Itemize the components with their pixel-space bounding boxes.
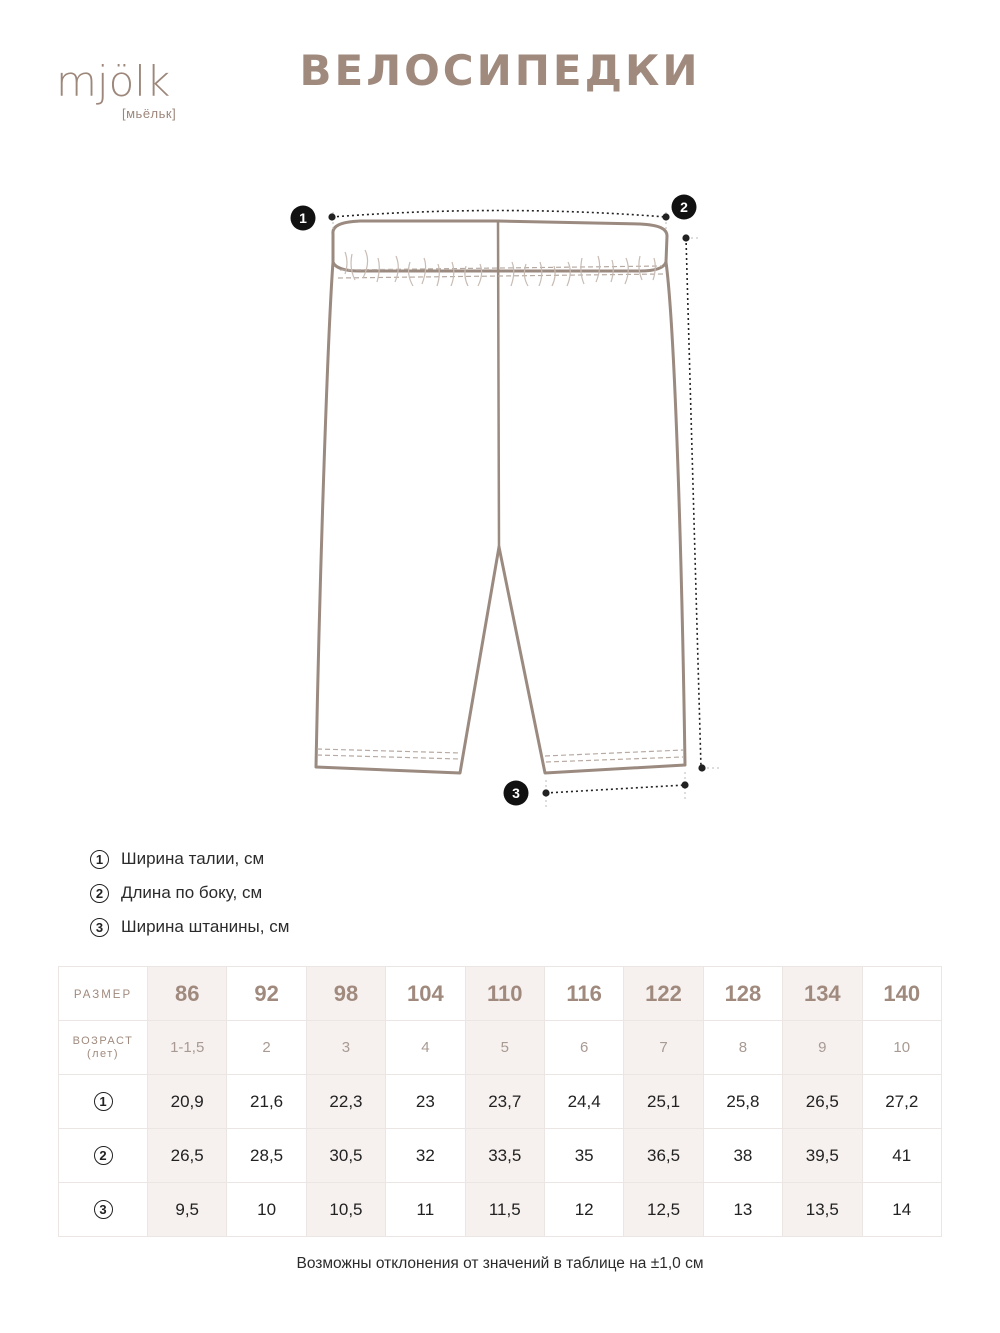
measure-value-cell	[544, 1183, 623, 1237]
measure-value: 24,4	[567, 1091, 601, 1111]
measure-value-cell	[386, 1075, 465, 1129]
leg-measure-line	[546, 785, 685, 793]
measure-value-cell	[783, 1183, 862, 1237]
measure-value-cell	[783, 1129, 862, 1183]
size-table	[58, 966, 942, 1237]
size-value-cell	[544, 967, 623, 1021]
size-header-cell	[59, 967, 148, 1021]
measure-value: 32	[415, 1145, 435, 1165]
measure-value-cell	[783, 1075, 862, 1129]
right-leg-outline	[499, 262, 685, 773]
marker-3-label: 3	[512, 785, 520, 801]
size-value-cell	[465, 967, 544, 1021]
size-value-cell	[624, 967, 703, 1021]
age-value: 5	[500, 1038, 509, 1056]
measure-value: 10	[257, 1199, 277, 1219]
measure-value: 9,5	[175, 1199, 200, 1219]
measure-value: 23,7	[488, 1091, 522, 1111]
measure-value: 20,9	[170, 1091, 204, 1111]
age-value-cell	[783, 1021, 862, 1075]
size-value: 128	[724, 980, 762, 1006]
age-value: 2	[262, 1038, 271, 1056]
size-value-cell	[306, 967, 385, 1021]
measure-value: 35	[574, 1145, 594, 1165]
tolerance-note: Возможны отклонения от значений в таблице на ±1,0 см	[296, 1255, 704, 1272]
age-value: 1-1,5	[170, 1038, 205, 1056]
side-measure-line	[686, 238, 701, 768]
waistband-outline	[333, 221, 667, 271]
size-value: 122	[645, 980, 682, 1006]
measure-value-cell	[148, 1129, 227, 1183]
size-value: 98	[333, 980, 359, 1006]
row-number: 1	[94, 1092, 113, 1111]
measure-value: 41	[892, 1145, 912, 1165]
waist-measure-line	[332, 211, 666, 218]
measure-value: 25,1	[646, 1091, 681, 1111]
measure-value-cell	[862, 1075, 941, 1129]
measure-value-cell	[306, 1129, 385, 1183]
age-value-cell	[227, 1021, 306, 1075]
age-value-cell	[862, 1021, 941, 1075]
legend-item-waist	[90, 842, 289, 876]
page-title: ВЕЛОСИПЕДКИ	[299, 46, 701, 95]
size-value: 110	[487, 980, 523, 1006]
measure-value-cell	[227, 1129, 306, 1183]
brand-name: mjölk	[56, 57, 171, 106]
measure-value: 12,5	[646, 1199, 681, 1219]
measure-row-1	[59, 1075, 942, 1129]
measure-value-cell	[862, 1129, 941, 1183]
measure-value-cell	[862, 1183, 941, 1237]
marker-1	[291, 206, 316, 231]
age-value: 8	[738, 1038, 748, 1056]
age-value-cell	[465, 1021, 544, 1075]
measure-value: 14	[892, 1199, 912, 1219]
marker-2	[672, 195, 697, 220]
legend-number: 2	[90, 884, 109, 903]
size-value: 86	[174, 980, 200, 1006]
measure-value: 26,5	[805, 1091, 839, 1111]
measure-value-cell	[544, 1075, 623, 1129]
age-header-cell	[59, 1021, 148, 1075]
age-value-cell	[624, 1021, 703, 1075]
age-value-cell	[386, 1021, 465, 1075]
row-number: 3	[94, 1200, 113, 1219]
size-value: 92	[254, 980, 279, 1006]
measure-value: 36,5	[646, 1145, 681, 1165]
row-number-cell	[59, 1183, 148, 1237]
measure-value: 21,6	[250, 1091, 284, 1111]
measurement-legend	[90, 842, 289, 944]
age-value-cell	[148, 1021, 227, 1075]
size-value: 116	[566, 980, 602, 1006]
age-row	[59, 1021, 942, 1075]
measure-value: 33,5	[488, 1145, 522, 1165]
measure-value: 38	[733, 1145, 753, 1165]
row-number: 2	[94, 1146, 113, 1165]
measure-value: 12	[574, 1199, 594, 1219]
center-seam	[498, 221, 499, 547]
measure-value-cell	[544, 1129, 623, 1183]
measure-value-cell	[148, 1075, 227, 1129]
measure-value-cell	[386, 1183, 465, 1237]
measure-value: 10,5	[329, 1199, 363, 1219]
measure-value: 26,5	[170, 1145, 204, 1165]
measure-value: 27,2	[885, 1091, 919, 1111]
marker-1-label: 1	[299, 210, 307, 226]
measure-value-cell	[465, 1075, 544, 1129]
age-value-cell	[544, 1021, 623, 1075]
age-value-cell	[703, 1021, 782, 1075]
legend-item-side-length	[90, 876, 289, 910]
age-value: 3	[341, 1038, 351, 1056]
size-value-cell	[862, 967, 941, 1021]
size-value: 140	[883, 980, 921, 1006]
measure-value: 11,5	[488, 1199, 521, 1219]
age-value: 4	[421, 1038, 430, 1056]
measure-value-cell	[386, 1129, 465, 1183]
size-row	[59, 967, 942, 1021]
measure-value: 13,5	[805, 1199, 839, 1219]
measure-value-cell	[465, 1183, 544, 1237]
size-value-cell	[227, 967, 306, 1021]
size-value-cell	[386, 967, 465, 1021]
size-value-cell	[703, 967, 782, 1021]
size-value: 134	[803, 980, 841, 1006]
measure-value-cell	[227, 1075, 306, 1129]
brand-subname: [мьёльк]	[122, 106, 177, 121]
measure-value: 30,5	[329, 1145, 363, 1165]
legend-number: 1	[90, 850, 109, 869]
legend-label: Ширина штанины, см	[121, 917, 290, 936]
measure-value-cell	[148, 1183, 227, 1237]
measure-value: 22,3	[329, 1091, 363, 1111]
size-value: 104	[407, 980, 444, 1006]
legend-label: Длина по боку, см	[121, 883, 263, 902]
measure-value-cell	[624, 1129, 703, 1183]
measure-value: 11	[416, 1199, 435, 1219]
marker-3	[504, 781, 529, 806]
left-leg-outline	[316, 262, 499, 773]
measure-value-cell	[703, 1075, 782, 1129]
age-value-cell	[306, 1021, 385, 1075]
measure-value: 25,8	[726, 1091, 760, 1111]
measure-value: 23	[415, 1091, 435, 1111]
measure-value: 13	[733, 1199, 753, 1219]
measure-value-cell	[465, 1129, 544, 1183]
measure-value-cell	[227, 1183, 306, 1237]
row-number-cell	[59, 1075, 148, 1129]
measure-value-cell	[306, 1075, 385, 1129]
measure-value-cell	[624, 1183, 703, 1237]
measure-value: 39,5	[805, 1145, 839, 1165]
size-value-cell	[783, 967, 862, 1021]
measure-value-cell	[703, 1129, 782, 1183]
measure-row-3	[59, 1183, 942, 1237]
marker-2-label: 2	[680, 199, 688, 215]
size-value-cell	[148, 967, 227, 1021]
legend-number: 3	[90, 918, 109, 937]
measure-value: 28,5	[250, 1145, 284, 1165]
age-value: 9	[818, 1038, 827, 1056]
age-header: ВОЗРАСТ	[72, 1034, 134, 1047]
measure-value-cell	[624, 1075, 703, 1129]
age-value: 6	[579, 1038, 589, 1056]
legend-item-leg-width	[90, 910, 289, 944]
legend-label: Ширина талии, см	[121, 849, 265, 868]
measure-value-cell	[703, 1183, 782, 1237]
age-value: 10	[893, 1038, 911, 1056]
size-header: РАЗМЕР	[73, 988, 133, 1001]
measure-value-cell	[306, 1183, 385, 1237]
row-number-cell	[59, 1129, 148, 1183]
measure-row-2	[59, 1129, 942, 1183]
age-unit: (лет)	[86, 1047, 120, 1060]
age-value: 7	[659, 1038, 668, 1056]
